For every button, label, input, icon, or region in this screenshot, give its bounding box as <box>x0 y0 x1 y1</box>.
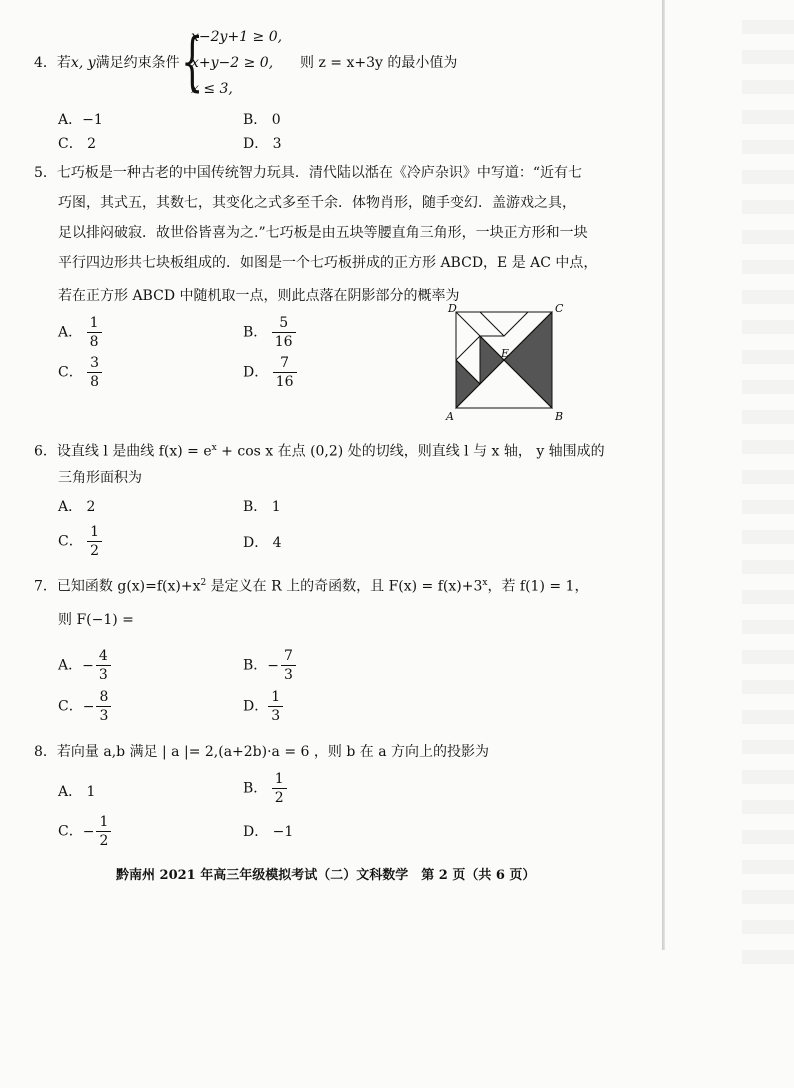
q4-suffix: 则 z = x+3y 的最小值为 <box>300 55 458 71</box>
label-c: C <box>555 302 564 315</box>
label-e: E <box>501 347 510 360</box>
q4-option-c: C． 2 <box>58 136 97 152</box>
q4-constraint-1: x−2y+1 ≥ 0, <box>191 29 283 45</box>
q7-line-1: 7．已知函数 $g(x)=f(x)+x^2$ 是定义在 R 上的奇函数，且 $F(x) = f(x)+3^x$，若 f(1) = 1， <box>34 578 589 595</box>
label-b: B <box>555 410 564 423</box>
label-a: A <box>446 410 454 423</box>
q4-option-b: B． 0 <box>243 112 281 128</box>
bleed-through-texture <box>742 20 794 970</box>
q7-option-a: A．− $\frac{4}{3}$ <box>58 647 111 684</box>
tangram-figure <box>440 300 570 425</box>
q5-line-5: 若在正方形 ABCD 中随机取一点，则此点落在阴影部分的概率为 <box>58 288 460 304</box>
q5-option-b-fraction: $\frac{5}{16}$ <box>272 314 296 351</box>
q7-option-d-fraction: $\frac{1}{3}$ <box>268 688 283 725</box>
inner-left-top-edge <box>456 336 480 360</box>
page-footer: 黔南州 2021 年高三年级模拟考试（二）文科数学 第 2 页（共 6 页） <box>116 868 536 883</box>
q8-option-c: C．− $\frac{1}{2}$ <box>58 813 111 850</box>
q4-option-a: A．−1 <box>58 112 103 128</box>
q5-option-c: C． $\frac{3}{8}$ <box>58 354 102 391</box>
q5-option-d-fraction: $\frac{7}{16}$ <box>273 354 297 391</box>
q6-line-2: 三角形面积为 <box>58 470 142 486</box>
q6-option-d: D． 4 <box>243 535 282 551</box>
q5-option-a: A． $\frac{1}{8}$ <box>58 314 102 351</box>
q5-option-a-fraction: $\frac{1}{8}$ <box>87 314 102 351</box>
q5-option-d: D． $\frac{7}{16}$ <box>243 354 297 391</box>
q7-option-a-fraction: $\frac{4}{3}$ <box>96 647 111 684</box>
shaded-left-triangle <box>456 360 480 408</box>
q8-option-a: A． 1 <box>58 784 96 800</box>
q5-line-4: 平行四边形共七块板组成的．如图是一个七巧板拼成的正方形 ABCD，E 是 AC 中点， <box>58 255 598 271</box>
shaded-large-triangle <box>504 312 552 408</box>
q6-option-a: A． 2 <box>58 499 96 515</box>
q7-option-b: B．− $\frac{7}{3}$ <box>243 647 296 684</box>
q8-option-c-fraction: $\frac{1}{2}$ <box>96 813 111 850</box>
q5-option-b: B． $\frac{5}{16}$ <box>243 314 296 351</box>
q4-option-d: D． 3 <box>243 136 282 152</box>
top-square-piece <box>480 312 528 336</box>
q7-option-b-fraction: $\frac{7}{3}$ <box>281 647 296 684</box>
q5-option-c-fraction: $\frac{3}{8}$ <box>87 354 102 391</box>
q5-line-2: 巧图，其式五，其数七，其变化之式多至千余．体物肖形，随手变幻．盖游戏之具， <box>58 195 576 211</box>
q4-constraint-2: x+y−2 ≥ 0, <box>191 55 274 71</box>
q7-line-2: 则 F(−1) = <box>58 612 134 628</box>
q6-line-1: 6．设直线 l 是曲线 $f(x) = e^x + \cos x$ 在点 (0,2) 处的切线，则直线 l 与 x 轴， y 轴围成的 <box>34 443 605 460</box>
q6-option-c: C． $\frac{1}{2}$ <box>58 523 102 560</box>
q4-brace: { <box>181 25 204 99</box>
q5-line-3: 足以排闷破寂．故世俗皆喜为之.”七巧板是由五块等腰直角三角形，一块正方形和一块 <box>58 225 588 241</box>
q4-constraint-3: x ≤ 3, <box>191 81 233 97</box>
q8-option-d: D． −1 <box>243 824 294 840</box>
q6-option-c-fraction: $\frac{1}{2}$ <box>87 523 102 560</box>
q7-option-c-fraction: $\frac{8}{3}$ <box>96 688 111 725</box>
q7-option-c: C．− $\frac{8}{3}$ <box>58 688 111 725</box>
q7-option-d: D． $\frac{1}{3}$ <box>243 688 283 725</box>
q8-line-1: 8．若向量 a,b 满足 | a |= 2,(a+2b)·a = 6 ，则 b 在 a 方向上的投影为 <box>34 744 489 760</box>
q4-stem: 4．若x, y满足约束条件 <box>34 55 180 71</box>
page-edge-shadow <box>662 0 665 950</box>
q8-option-b-fraction: $\frac{1}{2}$ <box>272 770 287 807</box>
q8-option-b: B． $\frac{1}{2}$ <box>243 770 287 807</box>
q5-line-1: 5．七巧板是一种古老的中国传统智力玩具．清代陆以湉在《冷庐杂识》中写道：“近有七 <box>34 165 583 181</box>
label-d: D <box>448 302 457 315</box>
q6-option-b: B． 1 <box>243 499 281 515</box>
shaded-mid-triangle <box>480 336 504 384</box>
